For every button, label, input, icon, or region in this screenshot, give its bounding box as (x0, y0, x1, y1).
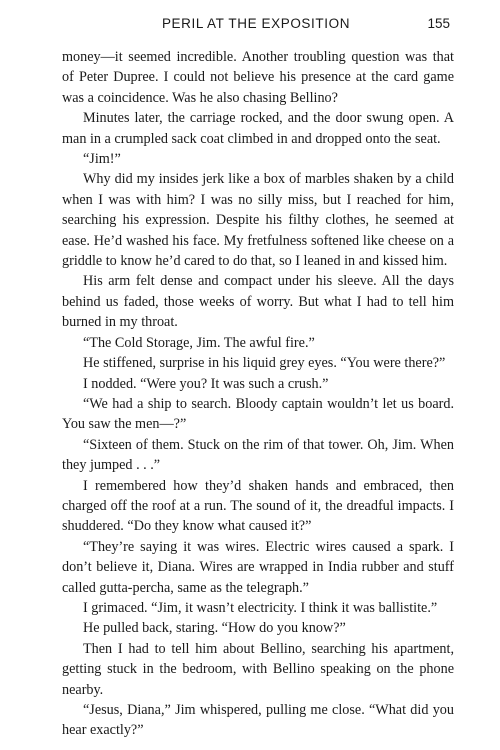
running-title: PERIL AT THE EXPOSITION (161, 16, 351, 31)
paragraph: I nodded. “Were you? It was such a crush.” (83, 375, 329, 392)
paragraph: “Jim!” (83, 151, 121, 168)
page-number: 155 (427, 16, 450, 31)
paragraph: He pulled back, staring. “How do you know?” (83, 620, 346, 637)
paragraph: “They’re saying it was wires. Electric wires caused a spark. I don’t believe it, Diana. Wires are wrapped in India rubber and stuff called gutta-percha, same as the telegraph.” (62, 538, 454, 596)
paragraph: His arm felt dense and compact under his sleeve. All the days behind us faded, those weeks of worry. But what I had to tell him burned in my throat. (62, 273, 454, 331)
body-text (62, 47, 454, 741)
paragraph: He stiffened, surprise in his liquid grey eyes. “You were there?” (83, 355, 446, 372)
paragraph: Why did my insides jerk like a box of marbles shaken by a child when I was with him? I was no silly miss, but I reached for him, searching his expression. Despite his filthy clothes, he seemed at ease. He’d washed his face. My fretfulness softened like cheese on a griddle to know he’d cared to do that, so I leaned in and kissed him. (62, 171, 454, 270)
paragraph: “Jesus, Diana,” Jim whispered, pulling me close. “What did you hear exactly?” (62, 702, 454, 739)
paragraph: Then I had to tell him about Bellino, searching his apartment, getting stuck in the bedroom, with Bellino speaking on the phone nearby. (62, 640, 454, 698)
paragraph: “Sixteen of them. Stuck on the rim of that tower. Oh, Jim. When they jumped . . .” (62, 436, 454, 474)
paragraph-continued: money—it seemed incredible. Another troubling question was that of Peter Dupree. I could not believe his presence at the card game was a coincidence. Was he also chasing Bellino? (62, 49, 454, 106)
paragraph: “The Cold Storage, Jim. The awful fire.” (83, 334, 315, 351)
paragraph: Minutes later, the carriage rocked, and the door swung open. A man in a crumpled sack coat climbed in and dropped onto the seat. (62, 110, 454, 147)
paragraph: I grimaced. “Jim, it wasn’t electricity. I think it was ballistite.” (83, 599, 438, 616)
paragraph: I remembered how they’d shaken hands and embraced, then charged off the roof at a run. The sound of it, the dreadful impacts. I shuddered. “Do they know what caused it?” (62, 477, 454, 535)
paragraph: “We had a ship to search. Bloody captain wouldn’t let us board. You saw the men—?” (62, 395, 454, 433)
page-header (62, 16, 450, 34)
